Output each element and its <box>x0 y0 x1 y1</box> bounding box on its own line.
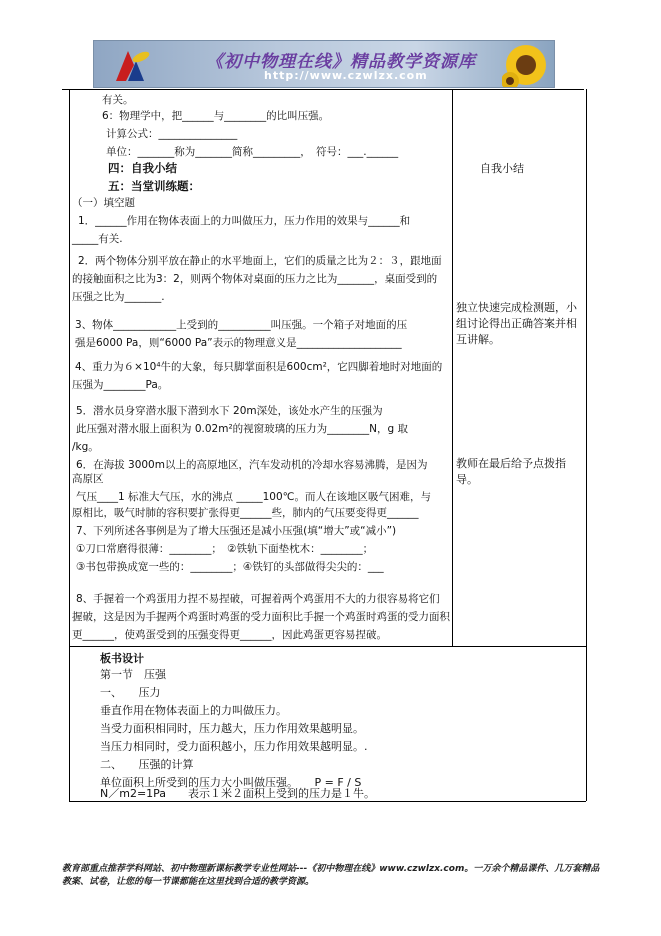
table-left-border <box>69 89 70 646</box>
content-line: ③书包带换成宽一些的：________；④铁钉的头部做得尖尖的：___ <box>76 561 384 573</box>
content-line: 原相比，吸气时肺的容积要扩张得更______些，肺内的气压要变得更______ <box>72 507 419 519</box>
section-heading: 五：当堂训练题： <box>108 179 200 193</box>
content-line: 计算公式：_______________ <box>106 128 238 140</box>
content-line: 2．两个物体分别平放在静止的水平地面上，它们的质量之比为２：３，跟地面 <box>78 255 442 267</box>
content-line: 强是6000 Pa，则“6000 Pa”表示的物理意义是____________________ <box>75 337 402 349</box>
header-banner <box>93 40 555 88</box>
side-teacher-note: 教师在最后给予点拨指导。 <box>456 457 566 486</box>
content-line: 的接触面积之比为3：2，则两个物体对桌面的压力之比为_______，桌面受到的 <box>72 273 438 285</box>
board-line: 二、 压强的计算 <box>100 758 194 771</box>
content-line: 3、物体____________上受到的__________叫压强。一个箱子对地面的压 <box>75 319 408 331</box>
board-line: N／m2=1Pa 表示１米２面积上受到的压力是１牛。 <box>100 787 376 800</box>
board-line: 第一节 压强 <box>100 668 166 681</box>
board-line: 当受力面积相同时，压力越大，压力作用效果越明显。 <box>100 722 364 735</box>
sunflower-icon <box>502 43 550 87</box>
content-line: 高原区 <box>72 473 104 485</box>
content-line: _____有关. <box>72 233 123 245</box>
table-right-border <box>586 89 587 801</box>
banner-title: 《初中物理在线》精品教学资源库 <box>206 52 476 72</box>
table-left-border-lower <box>69 646 70 801</box>
table-top-rule <box>62 89 584 90</box>
content-line: 握破，这是因为手握两个鸡蛋时鸡蛋的受力面积比手握一个鸡蛋时鸡蛋的受力面积 <box>72 611 450 623</box>
content-line: 单位：_______称为_______简称_________， 符号：___.______ <box>106 146 399 158</box>
content-line: 压强为________Pa。 <box>72 379 169 391</box>
content-line: 7、下列所述各事例是为了增大压强还是减小压强(填“增大”或“减小”) <box>76 525 397 537</box>
board-line: 垂直作用在物体表面上的力叫做压力。 <box>100 704 287 717</box>
site-logo-icon <box>114 47 154 83</box>
content-line: 6：物理学中，把______与________的比叫压强。 <box>102 110 330 122</box>
column-divider <box>452 89 453 646</box>
content-line: 更______，使鸡蛋受到的压强变得更______，因此鸡蛋更容易捏破。 <box>72 629 387 641</box>
board-line: 当压力相同时，受力面积越小，压力作用效果越明显。. <box>100 740 368 753</box>
content-line: 1．______作用在物体表面上的力叫做压力，压力作用的效果与______和 <box>78 215 411 227</box>
content-line: 压强之比为_______. <box>72 291 165 303</box>
content-line: /kg。 <box>72 441 99 453</box>
side-self-summary: 自我小结 <box>480 162 524 175</box>
table-bottom-rule <box>69 801 586 802</box>
board-line: 单位面积上所受到的压力大小叫做压强。 P = F / S <box>100 776 362 789</box>
board-line: 一、 压力 <box>100 686 161 699</box>
board-heading: 板书设计 <box>100 652 144 665</box>
content-line: （一）填空题 <box>72 197 135 209</box>
section-heading: 四：自我小结 <box>108 161 177 175</box>
content-line: 此压强对潜水服上面积为 0.02m²的视窗玻璃的压力为________N，g 取 <box>76 423 409 435</box>
banner-url[interactable]: http://www.czwlzx.com <box>264 69 428 82</box>
content-line: 5．潜水员身穿潜水服下潜到水下 20m深处，该处水产生的压强为 <box>76 405 383 417</box>
row-divider-board <box>69 646 586 647</box>
content-line: 4、重力为６×10⁴牛的大象，每只脚掌面积是600cm²，它四脚着地时对地面的 <box>75 361 443 373</box>
content-line: 气压____1 标准大气压，水的沸点 _____100℃。而人在该地区吸气困难，与 <box>76 491 431 503</box>
content-line: 有关。 <box>102 94 134 106</box>
content-line: 8、手握着一个鸡蛋用力捏不易捏破，可握着两个鸡蛋用不大的力很容易将它们 <box>76 593 440 605</box>
side-practice-note: 独立快速完成检测题，小组讨论得出正确答案并相互讲解。 <box>456 301 577 346</box>
content-line: ①刀口常磨得很薄：________； ②铁轨下面垫枕木：________； <box>76 543 374 555</box>
content-line: 6．在海拔 3000m以上的高原地区，汽车发动机的冷却水容易沸腾，是因为 <box>76 459 428 471</box>
page-footer: 教育部重点推荐学科网站、初中物理新课标教学专业性网站---《初中物理在线》www.czwlzx.com。一万余个精品课件、几万套精品教案、试卷，让您的每一节课都能在这里找到合适的教学资源。 <box>62 864 600 887</box>
